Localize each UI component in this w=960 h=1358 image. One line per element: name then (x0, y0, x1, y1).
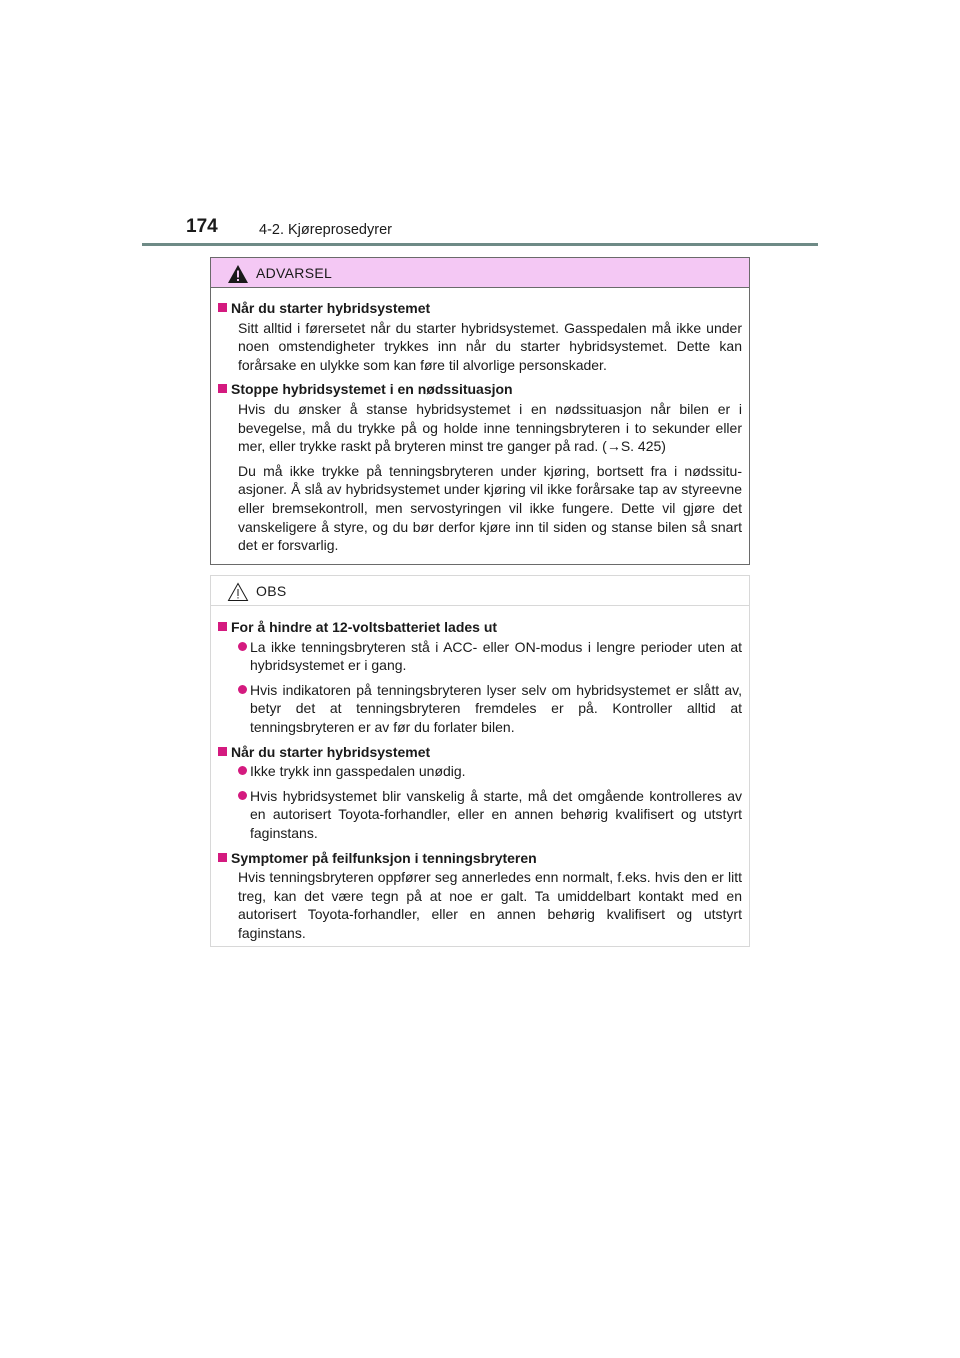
round-bullet-icon (238, 685, 247, 694)
square-bullet-icon (218, 747, 227, 756)
section-title: 4-2. Kjøreprosedyrer (259, 222, 392, 238)
warning-paragraph: Hvis du ønsker å stanse hybridsystemet i en nødssituasjon når bilen er i bevegelse, må du trykke på og holde inne tenningsbryteren i to sekunder eller mer, eller trykke raskt på bryteren minst tre ganger på rad. (→S. 425) (238, 400, 742, 455)
list-item: Hvis hybridsystemet blir vanskelig å starte, må det omgående kontrolleres av en autorisert Toyota-forhandler, eller en annen behørig kvalifisert og utstyrt faginstans. (238, 787, 742, 843)
list-item: Hvis indikatoren på tenningsbryteren lyser selv om hybridsystemet er slått av, betyr det at tenningsbryteren fremdeles er på. Kontroller alltid at tenningsbryteren er av før du forlater bilen. (238, 681, 742, 737)
warning-heading: Stoppe hybridsystemet i en nødssituasjon (218, 380, 742, 399)
warning-label: ADVARSEL (256, 265, 333, 281)
round-bullet-icon (238, 642, 247, 651)
warning-paragraph: Du må ikke trykke på tenningsbryteren under kjøring, bortsett fra i nødssitu-asjoner. Å slå av hybridsystemet under kjøring vil ikke forårsake tap av styreevne eller bremsekontroll, men servostyringen vil ikke fungere. Dette vil gjøre det vanskeligere å styre, og du bør derfor kjøre inn til siden og stanse bilen så snart det er forsvarlig. (238, 462, 742, 554)
notice-paragraph: Hvis tenningsbryteren oppfører seg annerledes enn normalt, f.eks. hvis den er litt treg, kan det være tegn på at noe er galt. Ta umiddelbart kontakt med en autorisert Toyota-forhandler, eller en annen behørig kvalifisert og utstyrt faginstans. (238, 869, 742, 941)
notice-box-header (211, 576, 749, 606)
notice-label: OBS (256, 583, 287, 599)
warning-body (211, 288, 749, 555)
notice-body (211, 606, 749, 943)
notice-heading: Symptomer på feilfunksjon i tenningsbryteren (218, 849, 742, 868)
notice-heading: For å hindre at 12-voltsbatteriet lades ut (218, 618, 742, 637)
round-bullet-icon (238, 791, 247, 800)
square-bullet-icon (218, 853, 227, 862)
square-bullet-icon (218, 303, 227, 312)
page-number: 174 (186, 216, 218, 237)
header-rule (142, 243, 818, 246)
warning-heading: Når du starter hybridsystemet (218, 299, 742, 318)
list-item: La ikke tenningsbryteren stå i ACC- eller ON-modus i lengre perioder uten at hybridsystemet er i gang. (238, 638, 742, 675)
warning-box-header (211, 258, 749, 288)
warning-paragraph: Sitt alltid i førersetet når du starter hybridsystemet. Gasspedalen må ikke under noen omstendigheter trykkes inn når du starter hybridsystemet. Dette kan forårsake en ulykke som kan føre til alvorlige personskader. (238, 319, 742, 373)
round-bullet-icon (238, 766, 247, 775)
square-bullet-icon (218, 622, 227, 631)
square-bullet-icon (218, 384, 227, 393)
notice-heading: Når du starter hybridsystemet (218, 743, 742, 762)
list-item: Ikke trykk inn gasspedalen unødig. (238, 762, 742, 781)
caution-triangle-outline-icon (227, 582, 249, 602)
warning-box (210, 257, 750, 565)
warning-triangle-filled-icon (227, 264, 249, 284)
notice-box (210, 575, 750, 947)
